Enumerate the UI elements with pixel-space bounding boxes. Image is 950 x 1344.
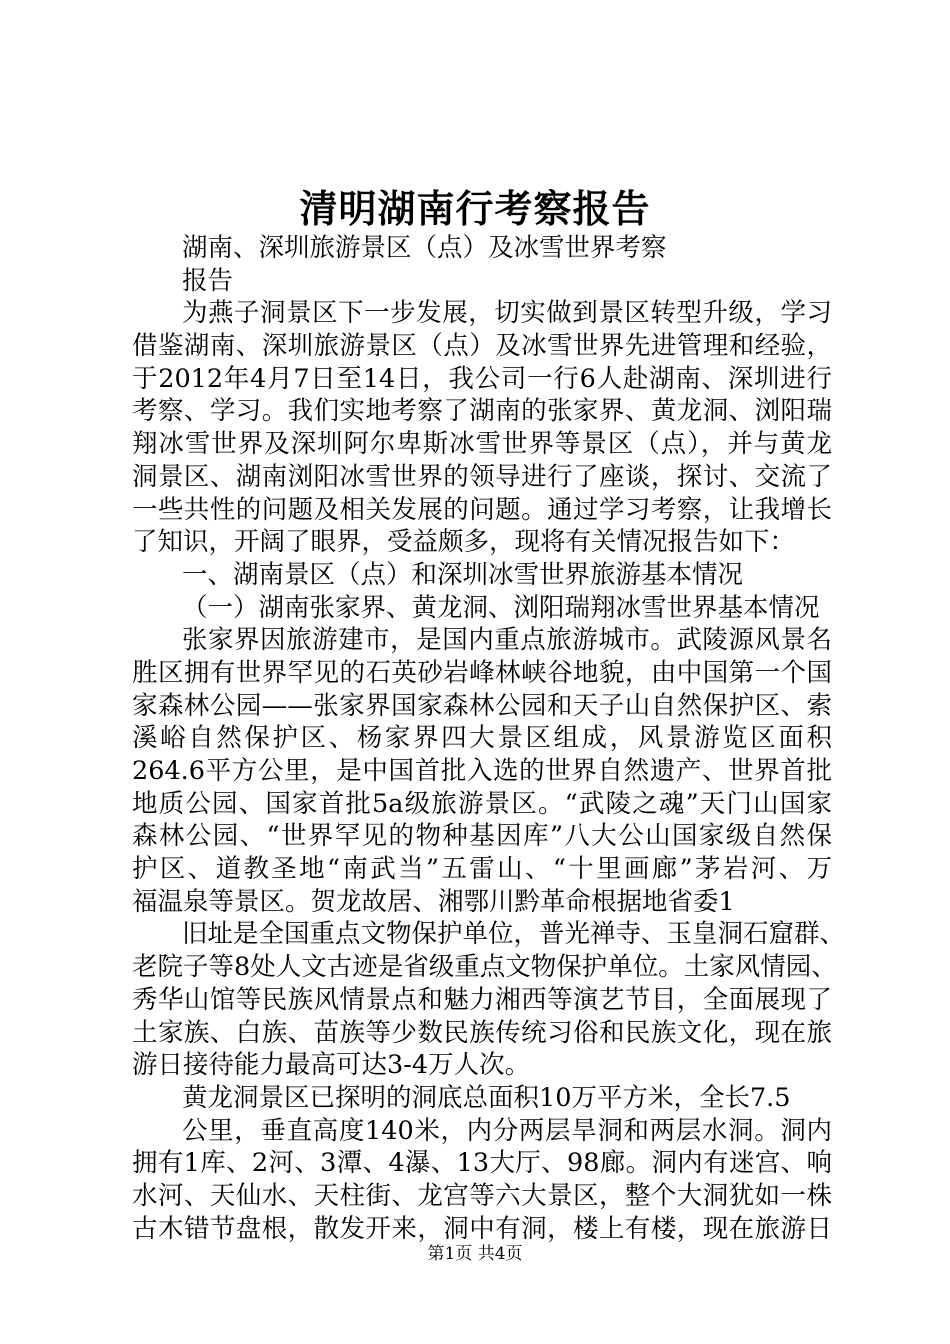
text-line: 秀华山馆等民族风情景点和魅力湘西等演艺节目，全面展现了	[132, 984, 832, 1015]
document-body	[132, 232, 846, 1245]
text-line: 拥有1库、2河、3潭、4瀑、13大厅、98廊。洞内有迷宫、响	[132, 1148, 832, 1179]
text-line: 了知识，开阔了眼界，受益颇多，现将有关情况报告如下：	[132, 527, 796, 558]
text-line: 地质公园、国家首批5a级旅游景区。“武陵之魂”天门山国家	[132, 788, 832, 819]
text-line: 胜区拥有世界罕见的石英砂岩峰林峡谷地貌，由中国第一个国	[132, 657, 832, 688]
text-line: 洞景区、湖南浏阳冰雪世界的领导进行了座谈，探讨、交流了	[132, 461, 832, 492]
text-line: 游日接待能力最高可达3-4万人次。	[132, 1050, 531, 1081]
text-line: 护区、道教圣地“南武当”五雷山、“十里画廊”茅岩河、万	[132, 854, 832, 885]
text-line: 张家界因旅游建市，是国内重点旅游城市。武陵源风景名	[182, 625, 832, 656]
text-line: 一、湖南景区（点）和深圳冰雪世界旅游基本情况	[182, 559, 744, 590]
text-line: 福温泉等景区。贺龙故居、湘鄂川黔革命根据地省委1	[132, 886, 735, 917]
text-line: 为燕子洞景区下一步发展，切实做到景区转型升级，学习	[182, 298, 832, 329]
text-line: 考察、学习。我们实地考察了湖南的张家界、黄龙洞、浏阳瑞	[132, 396, 832, 427]
text-line: 公里，垂直高度140米，内分两层旱洞和两层水洞。洞内	[182, 1115, 832, 1146]
text-line: 水河、天仙水、天柱街、龙宫等六大景区，整个大洞犹如一株	[132, 1180, 832, 1211]
text-line: 古木错节盘根，散发开来，洞中有洞，楼上有楼，现在旅游日	[132, 1213, 832, 1244]
text-line: 家森林公园——张家界国家森林公园和天子山自然保护区、索	[132, 690, 832, 721]
text-line: 老院子等8处人文古迹是省级重点文物保护单位。土家风情园、	[132, 952, 837, 983]
text-line: 土家族、白族、苗族等少数民族传统习俗和民族文化，现在旅	[132, 1017, 832, 1048]
text-line: 湖南、深圳旅游景区（点）及冰雪世界考察	[182, 233, 667, 263]
text-line: 于2012年4月7日至14日，我公司一行6人赴湖南、深圳进行	[132, 363, 832, 394]
document-title: 清明湖南行考察报告	[299, 186, 651, 231]
text-line: 264.6平方公里，是中国首批入选的世界自然遗产、世界首批	[132, 756, 832, 786]
text-line: 借鉴湖南、深圳旅游景区（点）及冰雪世界先进管理和经验，	[132, 331, 832, 362]
text-line: 黄龙洞景区已探明的洞底总面积10万平方米，全长7.5	[182, 1082, 791, 1113]
text-line: 报告	[182, 265, 234, 296]
text-line: 森林公园、“世界罕见的物种基因库”八大公山国家级自然保	[132, 821, 832, 852]
page-footer: 第1页 共4页	[427, 1244, 523, 1264]
text-line: 旧址是全国重点文物保护单位，普光禅寺、玉皇洞石窟群、	[182, 919, 846, 950]
text-line: （一）湖南张家界、黄龙洞、浏阳瑞翔冰雪世界基本情况	[182, 592, 820, 623]
text-line: 溪峪自然保护区、杨家界四大景区组成，风景游览区面积	[132, 723, 832, 754]
text-line: 一些共性的问题及相关发展的问题。通过学习考察，让我增长	[132, 494, 832, 525]
text-line: 翔冰雪世界及深圳阿尔卑斯冰雪世界等景区（点），并与黄龙	[132, 429, 832, 460]
